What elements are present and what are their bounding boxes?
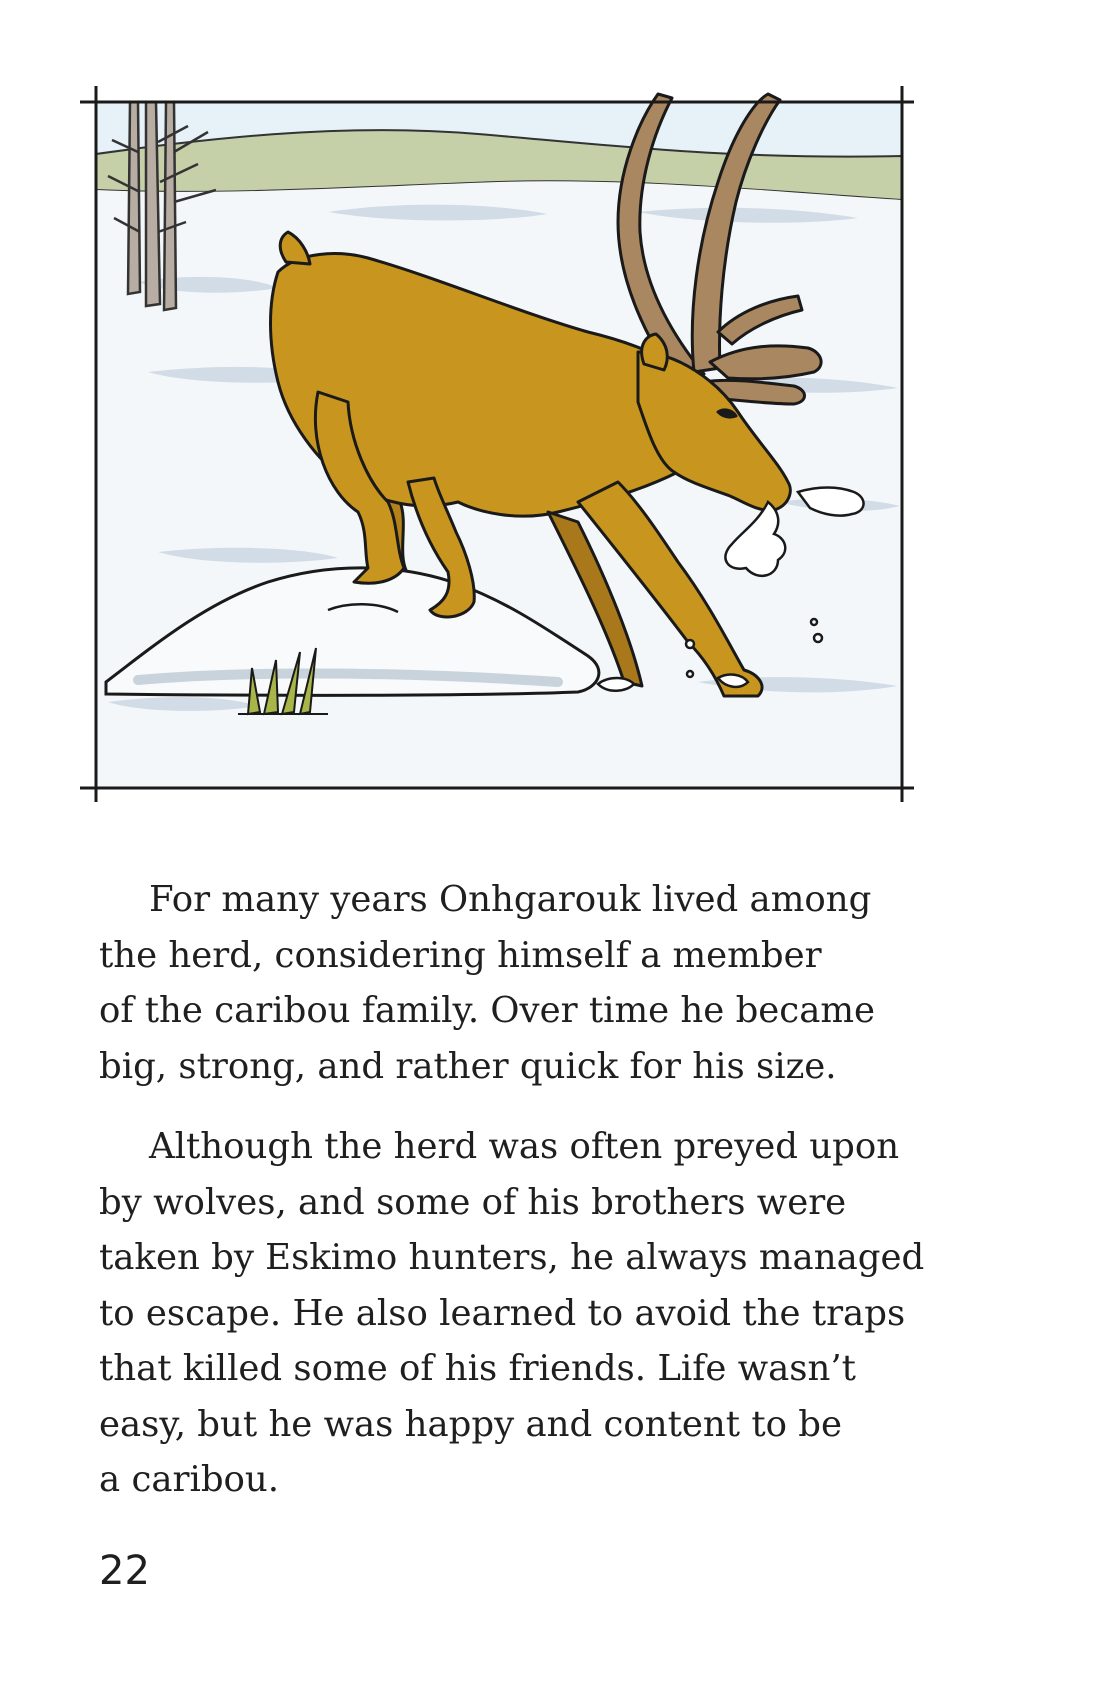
story-line: For many years Onhgarouk lived among [149,879,872,920]
story-line: by wolves, and some of his brothers were [99,1181,847,1223]
caribou-illustration-art [78,82,916,822]
page-number: 22 [99,1548,150,1594]
story-text [99,872,999,1533]
story-line: taken by Eskimo hunters, he always managed [99,1237,925,1278]
story-line: big, strong, and rather quick for his size. [99,1045,837,1087]
story-line: easy, but he was happy and content to be [99,1403,842,1445]
story-line: of the caribou family. Over time he became [99,990,876,1031]
caribou-illustration [78,82,916,822]
story-paragraph-1 [99,872,999,1094]
story-line: Although the herd was often preyed upon [149,1126,900,1167]
story-paragraph-2 [99,1119,999,1508]
story-line: a caribou. [99,1459,280,1500]
story-line: that killed some of his friends. Life wasn’t [99,1348,856,1389]
story-line: to escape. He also learned to avoid the traps [99,1292,906,1334]
story-line: the herd, considering himself a member [99,934,822,976]
